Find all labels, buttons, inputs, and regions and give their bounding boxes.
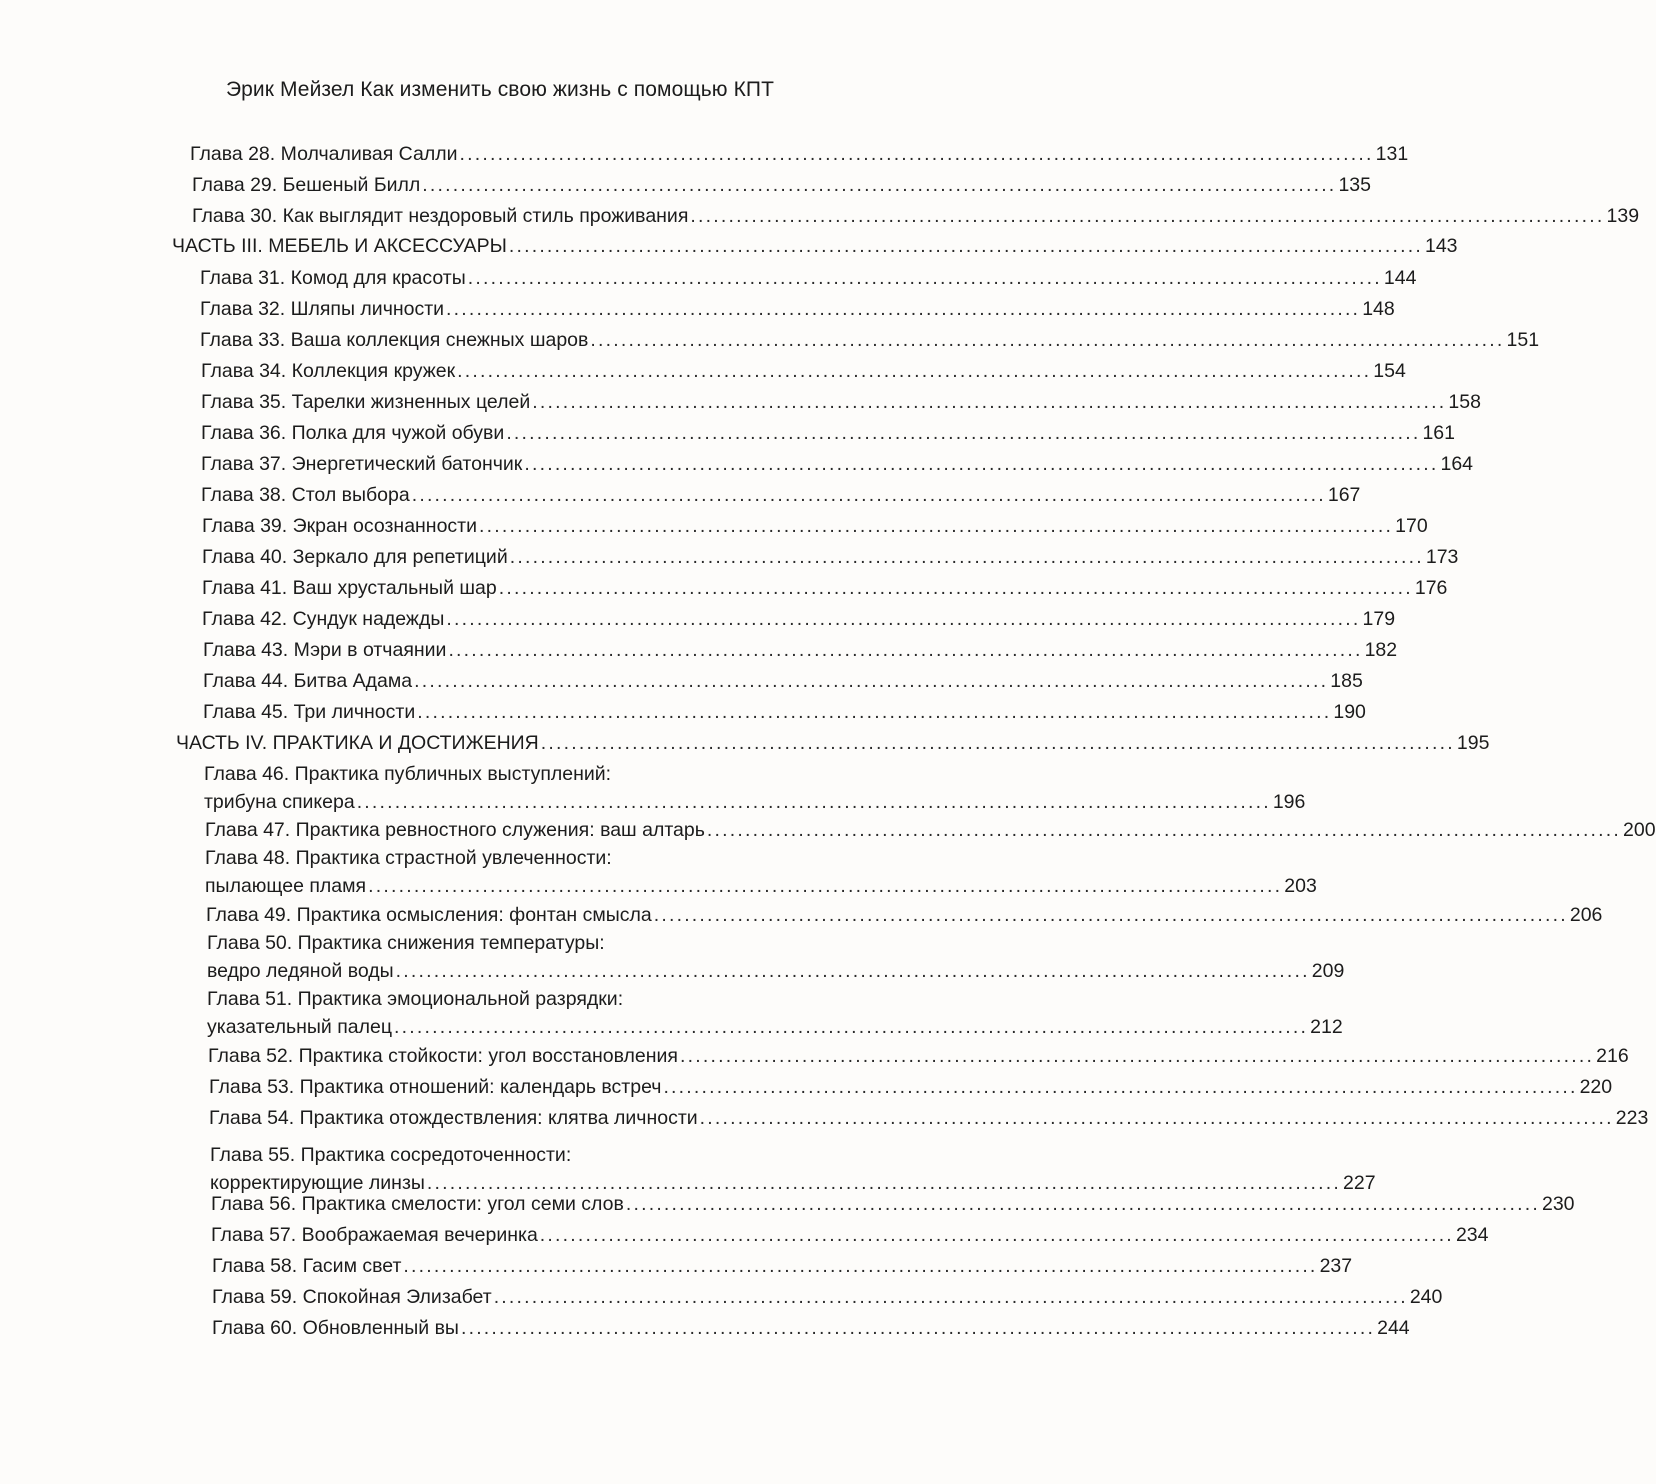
dot-leader: ........................................................................................................................ [532,391,1447,413]
toc-entry-title: Глава 52. Практика стойкости: угол восстановления [208,1045,678,1067]
toc-page-number: 135 [1338,174,1371,196]
dot-leader: ........................................................................................................................ [508,235,1423,257]
toc-chapter-entry[interactable] [192,171,1371,199]
toc-page-number: 182 [1364,639,1398,661]
toc-page-number: 190 [1333,701,1366,723]
toc-page-number: 206 [1569,904,1603,926]
toc-entry-title: Глава 55. Практика сосредоточенности: [210,1144,572,1166]
toc-entry-title: Глава 38. Стол выбора [201,484,410,506]
toc-page-number: 143 [1424,235,1458,257]
toc-entry-title: Глава 50. Практика снижения температуры: [207,932,605,954]
toc-chapter-entry[interactable] [208,1042,1629,1070]
dot-leader: ........................................................................................................................ [539,1224,1454,1246]
toc-entry-title: Глава 48. Практика страстной увлеченности: [205,847,612,869]
toc-page-number: 230 [1541,1193,1575,1215]
dot-leader: ........................................................................................................................ [394,1016,1309,1038]
toc-entry-title: Глава 46. Практика публичных выступлений: [204,763,612,785]
toc-entry-title: Глава 37. Энергетический батончик [201,453,523,475]
dot-leader: ........................................................................................................................ [467,267,1382,289]
toc-page-number: 161 [1422,422,1455,444]
toc-entry-title: Глава 35. Тарелки жизненных целей [201,391,531,413]
toc-entry-title: Глава 59. Спокойная Элизабет [212,1286,492,1308]
toc-chapter-entry[interactable] [203,667,1363,695]
toc-chapter-entry[interactable] [202,543,1459,571]
dot-leader: ........................................................................................................................ [414,670,1329,692]
toc-chapter-entry[interactable] [201,481,1361,509]
dot-leader: ........................................................................................................................ [448,639,1363,661]
toc-entry-title: Глава 43. Мэри в отчаянии [203,639,447,661]
toc-chapter-entry[interactable] [203,698,1366,726]
dot-leader: ........................................................................................................................ [699,1107,1614,1129]
dot-leader: ........................................................................................................................ [679,1045,1595,1067]
toc-chapter-entry[interactable] [205,844,1317,900]
toc-part-entry[interactable] [172,232,1458,260]
dot-leader: ........................................................................................................................ [509,546,1424,568]
toc-page-number: 216 [1596,1045,1629,1067]
toc-chapter-entry[interactable] [203,636,1398,664]
toc-page-number: 209 [1311,960,1345,982]
toc-chapter-entry[interactable] [201,419,1455,447]
toc-page-number: 237 [1319,1255,1353,1277]
toc-chapter-entry[interactable] [210,1141,1376,1197]
dot-leader: ........................................................................................................................ [446,608,1361,630]
toc-entry-title: Глава 41. Ваш хрустальный шар [202,577,497,599]
toc-chapter-entry[interactable] [202,605,1396,633]
toc-page-number: 173 [1425,546,1459,568]
dot-leader: ........................................................................................................................ [459,143,1374,165]
toc-page-number: 196 [1272,791,1306,813]
toc-page-number: 151 [1506,329,1540,351]
toc-entry-title: Глава 42. Сундук надежды [202,608,445,630]
toc-chapter-entry[interactable] [201,388,1481,416]
dot-leader: ........................................................................................................................ [417,701,1332,723]
running-header: Эрик Мейзел Как изменить свою жизнь с помощью КПТ [225,78,775,101]
dot-leader: ........................................................................................................................ [663,1076,1578,1098]
dot-leader: ........................................................................................................................ [356,791,1271,813]
toc-entry-title: Глава 47. Практика ревностного служения: ваш алтарь [205,819,705,841]
dot-leader: ........................................................................................................................ [506,422,1421,444]
dot-leader: ........................................................................................................................ [706,819,1622,841]
toc-entry-title-continuation: корректирующие линзы [210,1172,425,1194]
toc-chapter-entry[interactable] [209,1073,1613,1101]
toc-chapter-entry[interactable] [200,264,1417,292]
toc-entry-title: Глава 33. Ваша коллекция снежных шаров [200,329,589,351]
toc-page-number: 203 [1284,875,1317,897]
toc-entry-title: Глава 57. Воображаемая вечеринка [211,1224,538,1246]
dot-leader: ........................................................................................................................ [479,515,1394,537]
toc-entry-title: Глава 34. Коллекция кружек [201,360,456,382]
toc-page-number: 148 [1362,298,1395,320]
toc-chapter-entry[interactable] [212,1252,1353,1280]
toc-page-number: 170 [1395,515,1428,537]
toc-entry-title-continuation: указательный палец [207,1016,393,1038]
toc-page-number: 131 [1375,143,1409,165]
toc-page-number: 200 [1623,819,1656,841]
toc-chapter-entry[interactable] [212,1283,1443,1311]
toc-chapter-entry[interactable] [204,760,1306,816]
toc-chapter-entry[interactable] [212,1314,1410,1342]
toc-chapter-entry[interactable] [202,574,1448,602]
dot-leader: ........................................................................................................................ [426,1172,1342,1194]
toc-page-number: 179 [1362,608,1396,630]
toc-page-number: 234 [1455,1224,1489,1246]
toc-entry-title: Глава 30. Как выглядит нездоровый стиль проживания [192,205,689,227]
toc-page-number: 195 [1456,732,1490,754]
toc-entry-title: Глава 29. Бешеный Билл [192,174,421,196]
toc-page-number: 223 [1615,1107,1649,1129]
toc-chapter-entry[interactable] [209,1104,1649,1132]
toc-chapter-entry[interactable] [200,295,1395,323]
toc-chapter-entry[interactable] [207,985,1343,1041]
toc-chapter-entry[interactable] [211,1221,1489,1249]
toc-entry-title: Глава 36. Полка для чужой обуви [201,422,505,444]
toc-entry-title-continuation: ведро ледяной воды [207,960,394,982]
toc-entry-title-continuation: пылающее пламя [205,875,367,897]
toc-chapter-entry[interactable] [190,140,1409,168]
toc-entry-title: Глава 51. Практика эмоциональной разрядки: [207,988,624,1010]
dot-leader: ........................................................................................................................ [395,960,1310,982]
toc-page-number: 220 [1579,1076,1613,1098]
toc-entry-title: Глава 32. Шляпы личности [200,298,445,320]
toc-chapter-entry[interactable] [202,512,1428,540]
toc-entry-title: Глава 40. Зеркало для репетиций [202,546,508,568]
toc-chapter-entry[interactable] [201,450,1474,478]
toc-page-number: 154 [1373,360,1406,382]
toc-page-number: 164 [1440,453,1474,475]
toc-entry-title-continuation: трибуна спикера [204,791,355,813]
dot-leader: ........................................................................................................................ [498,577,1413,599]
dot-leader: ........................................................................................................................ [625,1193,1540,1215]
toc-page-number: 185 [1330,670,1363,692]
toc-page-number: 139 [1606,205,1640,227]
toc-chapter-entry[interactable] [201,357,1406,385]
dot-leader: ........................................................................................................................ [403,1255,1318,1277]
toc-chapter-entry[interactable] [206,901,1603,929]
toc-page-number: 212 [1310,1016,1343,1038]
toc-chapter-entry[interactable] [200,326,1540,354]
toc-chapter-entry[interactable] [207,929,1345,985]
toc-entry-title: Глава 53. Практика отношений: календарь встреч [209,1076,662,1098]
toc-page-number: 176 [1414,577,1448,599]
toc-page-number: 167 [1327,484,1361,506]
toc-entry-title: Глава 56. Практика смелости: угол семи слов [211,1193,624,1215]
toc-entry-title: ЧАСТЬ IV. ПРАКТИКА И ДОСТИЖЕНИЯ [176,732,539,754]
toc-chapter-entry[interactable] [205,816,1656,844]
dot-leader: ........................................................................................................................ [690,205,1605,227]
toc-part-entry[interactable] [176,729,1490,757]
toc-entry-title: Глава 49. Практика осмысления: фонтан смысла [206,904,652,926]
toc-entry-title: ЧАСТЬ III. МЕБЕЛЬ И АКСЕССУАРЫ [172,235,507,257]
toc-entry-title: Глава 39. Экран осознанности [202,515,477,537]
toc-page-number: 244 [1377,1317,1410,1339]
toc-chapter-entry[interactable] [211,1190,1575,1218]
dot-leader: ........................................................................................................................ [590,329,1505,351]
toc-entry-title: Глава 54. Практика отождествления: клятва личности [209,1107,698,1129]
dot-leader: ........................................................................................................................ [460,1317,1376,1339]
dot-leader: ........................................................................................................................ [493,1286,1408,1308]
dot-leader: ........................................................................................................................ [457,360,1372,382]
toc-page-number: 227 [1343,1172,1376,1194]
toc-entry-title: Глава 28. Молчаливая Салли [190,143,458,165]
dot-leader: ........................................................................................................................ [540,732,1455,754]
toc-page-number: 144 [1383,267,1417,289]
dot-leader: ........................................................................................................................ [524,453,1439,475]
toc-page-number: 240 [1409,1286,1443,1308]
toc-entry-title: Глава 44. Битва Адама [203,670,413,692]
dot-leader: ........................................................................................................................ [411,484,1326,506]
toc-chapter-entry[interactable] [192,202,1640,230]
dot-leader: ........................................................................................................................ [368,875,1283,897]
dot-leader: ........................................................................................................................ [422,174,1337,196]
dot-leader: ........................................................................................................................ [653,904,1568,926]
toc-entry-title: Глава 58. Гасим свет [212,1255,402,1277]
dot-leader: ........................................................................................................................ [446,298,1361,320]
toc-entry-title: Глава 45. Три личности [203,701,416,723]
toc-entry-title: Глава 60. Обновленный вы [212,1317,459,1339]
toc-entry-title: Глава 31. Комод для красоты [200,267,466,289]
toc-page-number: 158 [1448,391,1481,413]
